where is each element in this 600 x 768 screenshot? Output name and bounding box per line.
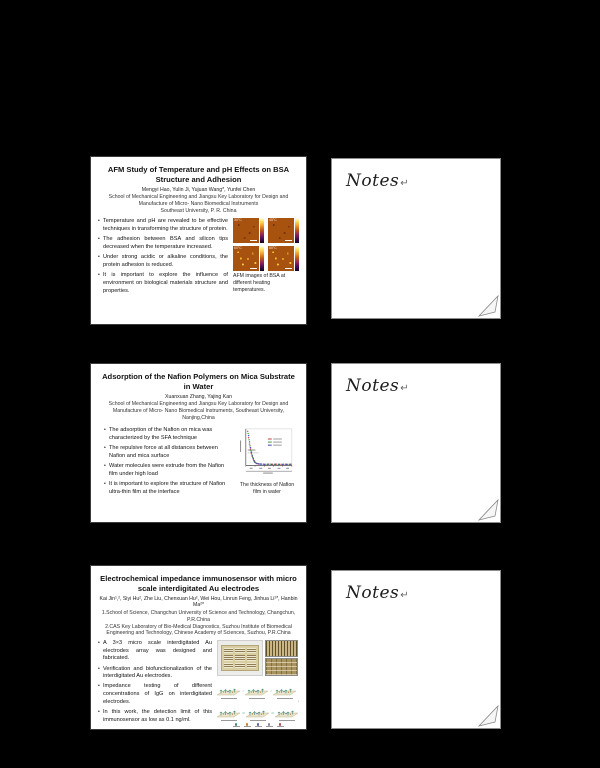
step-arrow-icon: [270, 687, 272, 695]
slide-2: [90, 363, 307, 523]
bullet-item: • In this work, the detection limit of this immunosensor as low as 0.1 ng/ml.: [98, 709, 212, 724]
step-arrow-icon: [242, 709, 245, 717]
afm-image-60c: [233, 246, 264, 271]
schematic-step: [246, 705, 270, 722]
bullet-item: • Impedance testing of different concentrations of IgG on interdigitated electrodes.: [98, 683, 212, 706]
slide-3-affiliation-1: 1.School of Science, Changchun University of Science and Technology, Changchun, P.R.China: [101, 610, 296, 623]
schematic-step: [275, 705, 299, 722]
slide-2-title: Adsorption of the Nafion Polymers on Mica Substrate in Water: [102, 372, 295, 391]
row-connector-arrow-icon: [297, 678, 299, 704]
schematic-step: [273, 683, 297, 700]
bullet-item: • It is important to explore the influence of environment on biological materials structure and properties.: [98, 272, 228, 295]
chart-legend: [268, 439, 282, 446]
afm-colorbar: [295, 246, 299, 271]
slide-1-affiliation-1: School of Mechanical Engineering and Jiangsu Key Laboratory for Design and Manufacture of Micro- Nano Biomedical Instruments: [108, 194, 289, 208]
slide-3-authors: Kai Jin¹,², Siyi Hu², Zhe Liu, Chenxuan Hu², Wei Hou, Linrun Feng, Jinhua Li¹*, Hanbin Ma²*: [99, 595, 298, 609]
force-distance-chart: [237, 427, 295, 475]
slide-1-figure-caption: AFM images of BSA at different heating temperatures.: [233, 273, 286, 294]
bullet-item: • Under strong acidic or alkaline conditions, the protein adhesion is reduced.: [98, 254, 228, 269]
thickness-annotation: [248, 450, 259, 453]
schematic-step: [217, 705, 241, 722]
slide-1-authors: Mengyi Hao, Yulin Ji, Yujuan Wang*, Yunfei Chen: [141, 186, 256, 193]
slide-2-authors: Xuanxuan Zhang, Yajing Kan: [164, 393, 232, 400]
notes-label: Notes: [346, 171, 400, 191]
return-mark: ↵: [400, 383, 409, 394]
electrode-array-photo: [217, 640, 263, 676]
bullet-item: • Verification and biofunctionalization of the interdigitated Au electrodes.: [98, 666, 212, 681]
return-mark: ↵: [400, 178, 409, 189]
bullet-item: • It is important to explore the structure of Nafion ultra-thin film at the interface: [104, 481, 232, 496]
afm-image-30c: [233, 218, 264, 243]
page-curl-icon: [474, 702, 500, 728]
return-mark: ↵: [400, 590, 409, 601]
slide-1-title: AFM Study of Temperature and pH Effects on BSA Structure and Adhesion: [107, 165, 290, 184]
biofunctionalization-schematic: [217, 678, 299, 728]
slide-1: [90, 156, 307, 325]
afm-image-45c: [268, 218, 299, 243]
step-arrow-icon: [242, 687, 244, 695]
page-curl-icon: [474, 292, 500, 318]
schematic-step: [217, 683, 241, 700]
afm-image-grid: [233, 218, 299, 271]
schematic-legend: [217, 723, 299, 727]
slide-1-affiliation-2: Southeast University, P. R. China: [160, 207, 237, 214]
afm-colorbar: [260, 218, 264, 243]
afm-image-80c: [268, 246, 299, 271]
step-arrow-icon: [271, 709, 274, 717]
notes-label: Notes: [346, 376, 400, 396]
slide-3-figures: [217, 640, 299, 728]
notes-box-3: [331, 570, 501, 729]
interdigitated-electrode-micrograph-top: [265, 640, 298, 657]
afm-colorbar: [295, 218, 299, 243]
slide-3: [90, 565, 307, 730]
bullet-item: • The adhesion between BSA and silicon tips decreased when the temperature increased.: [98, 236, 228, 251]
slide-3-title: Electrochemical impedance immunosensor with micro scale interdigitated Au electrodes: [100, 574, 297, 593]
slide-1-bullet-list: [98, 218, 228, 295]
bullet-item: • A 3×3 micro scale interdigitated Au electrodes array was designed and fabricated.: [98, 640, 212, 663]
slide-1-figure: [233, 218, 299, 297]
notes-label: Notes: [346, 583, 400, 603]
afm-colorbar: [260, 246, 264, 271]
au-electrode-chip: [221, 645, 259, 671]
notes-box-1: [331, 158, 501, 319]
slide-3-affiliation-2: 2.CAS Key Laboratory of Bio-Medical Diagnostics, Suzhou Institute of Biomedical Engineering and Technology, Chinese Academy of Sciences, Suzhou, P.R.China: [105, 623, 292, 637]
interdigitated-electrode-micrograph-bottom: [265, 658, 298, 676]
bullet-item: • Temperature and pH are revealed to be effective techniques in transforming the structure of protein.: [98, 218, 228, 233]
afm-temp-label: 45°C: [269, 218, 277, 223]
slide-2-figure-caption: The thickness of Nafion film in water: [239, 482, 295, 496]
afm-temp-label: 30°C: [234, 218, 242, 223]
bullet-item: • Water molecules were extrude from the Nafion film under high load: [104, 463, 232, 478]
page-curl-icon: [474, 496, 500, 522]
schematic-step: [245, 683, 269, 700]
slide-3-bullet-list: [98, 640, 212, 725]
afm-temp-label: 60°C: [234, 246, 242, 251]
notes-box-2: [331, 363, 501, 523]
slide-2-affiliation: School of Mechanical Engineering and Jiangsu Key Laboratory for Design and Manufacture of Micro- Nano Biomedical Instruments, Southeast University, Nanjing,China: [108, 401, 289, 421]
afm-temp-label: 80°C: [269, 246, 277, 251]
chart-data-points: [247, 431, 292, 466]
slide-2-figure: [237, 427, 299, 499]
bullet-item: • The repulsive force at all distances between Nafion and mica surface: [104, 445, 232, 460]
bullet-item: • The adsorption of the Nafion on mica was characterized by the SFA technique: [104, 427, 232, 442]
slide-2-bullet-list: [104, 427, 232, 496]
